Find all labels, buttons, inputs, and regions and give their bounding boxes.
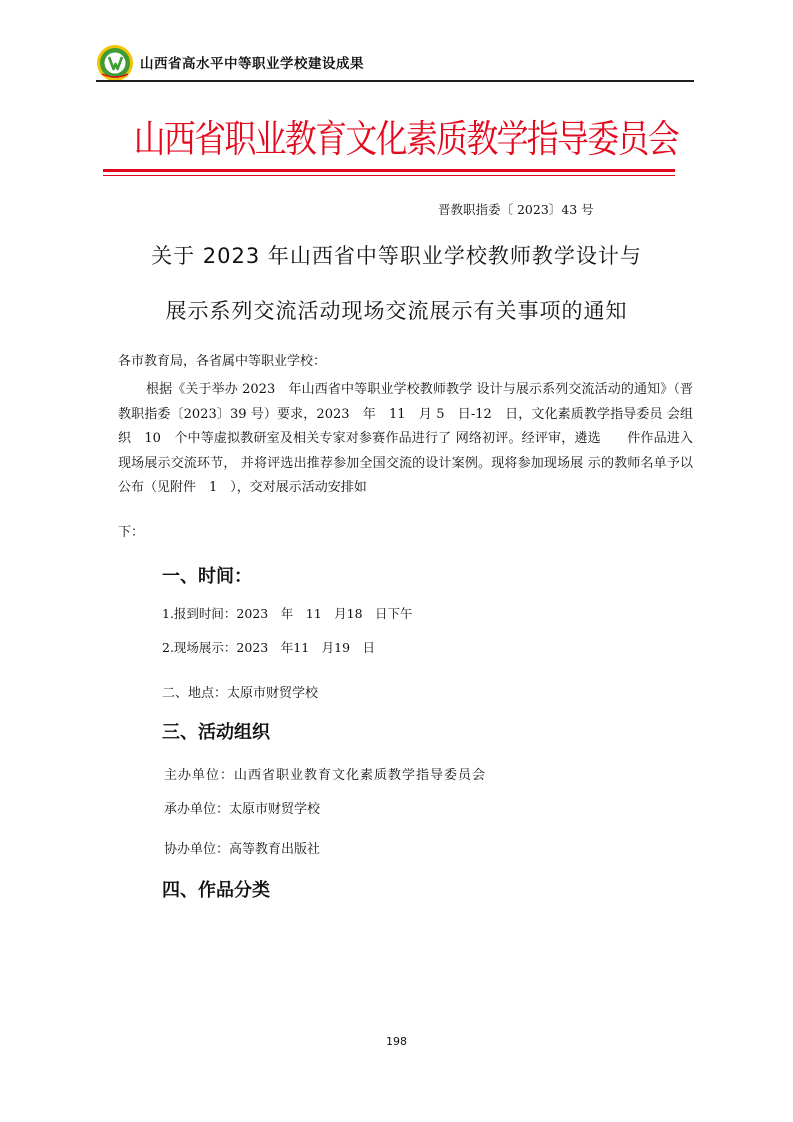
section-location: 二、地点：太原市财贸学校 xyxy=(162,686,319,701)
time-item-showcase: 2.现场展示：2023 年11 月19 日 xyxy=(162,640,376,655)
letterhead-red-rule-thick xyxy=(103,169,675,172)
body-paragraph-end: 下： xyxy=(118,525,145,540)
letterhead-red-rule-thin xyxy=(103,175,675,176)
section-heading-category: 四、作品分类 xyxy=(162,880,270,901)
org-item-contractor: 承办单位：太原市财贸学校 xyxy=(164,802,321,817)
section-heading-time: 一、时间： xyxy=(162,566,252,587)
document-title-line-2: 展示系列交流活动现场交流展示有关事项的通知 xyxy=(165,299,628,323)
salutation: 各市教育局，各省属中等职业学校： xyxy=(118,354,327,369)
letterhead-org-title: 山西省职业教育文化素质教学指导委员会 xyxy=(133,117,679,161)
document-title-line-1: 关于 2023 年山西省中等职业学校教师教学设计与 xyxy=(151,244,642,268)
org-item-host: 主办单位：山西省职业教育文化素质教学指导委员会 xyxy=(164,768,487,783)
header-title: 山西省高水平中等职业学校建设成果 xyxy=(140,56,364,72)
time-item-registration: 1.报到时间：2023 年 11 月18 日下午 xyxy=(162,606,413,621)
org-item-cohost: 协办单位：高等教育出版社 xyxy=(164,842,321,857)
header-divider xyxy=(96,80,694,82)
body-paragraph: 根据《关于举办 2023 年山西省中等职业学校教师教学 设计与展示系列交流活动的通知》（晋教职指委〔2023〕39 号）要求，2023 年 11 月 5 日-12 日，文化素质教学指导委员 会组织 10 个中等虚拟教研室及相关专家对参赛作品进行了 网络初评。经评审，遴选 件作品进入现场展示交流环节， 并将评选出推荐参加全国交流的设计案例。现将参加现场展 示的教师名单予以公布（见附件 1 ），交对展示活动安排如 xyxy=(118,382,693,495)
section-heading-organization: 三、活动组织 xyxy=(162,722,270,743)
school-emblem-icon xyxy=(96,44,134,82)
page-number: 198 xyxy=(386,1035,407,1048)
document-number: 晋教职指委〔 2023〕43 号 xyxy=(438,202,594,217)
